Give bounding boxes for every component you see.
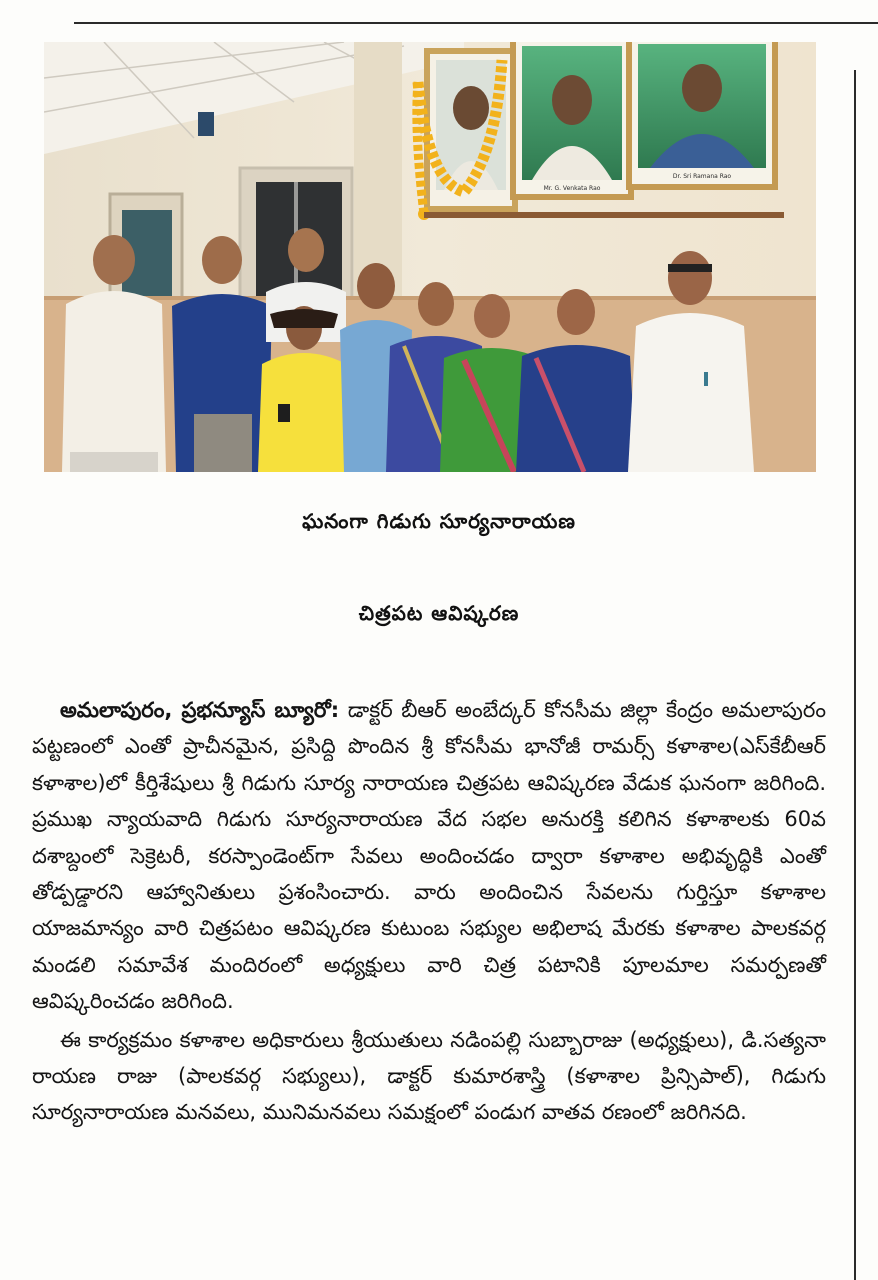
portrait-3 bbox=[626, 42, 778, 190]
article-body bbox=[32, 692, 826, 1131]
article-paragraph-2: ఈ కార్యక్రమం కళాశాల అధికారులు శ్రీయుతులు నడింపల్లి సుబ్బారాజు (అధ్యక్షులు), డి.సత్యనా రాయణ రాజు (పాలకవర్గ సభ్యులు), డాక్టర్ కుమారశాస్త్రి (కళాశాల ప్రిన్సిపాల్), గిడుగు సూర్యనారాయణ మనవలు, మునిమనవలు సమక్షంలో పండుగ వాతవ రణంలో జరిగినది. bbox=[32, 1027, 826, 1125]
paragraph-1-text: డాక్టర్ బీఆర్ అంబేద్కర్ కోనసీమ జిల్లా కేంద్రం అమలాపురం పట్టణంలో ఎంతో ప్రాచీనమైన, ప్రసిద్ది పొందిన శ్రీ కోనసీమ భానోజీ రామర్స్ కళాశాల(ఎస్‌కేబీఆర్ కళాశాల)లో కీర్తిశేషులు శ్రీ గిడుగు సూర్య నారాయణ చిత్రపట ఆవిష్కరణ వేడుక ఘనంగా జరిగింది. ప్రముఖ న్యాయవాది గిడుగు సూర్యనారాయణ వేద సభల అనురక్తి కలిగిన కళాశాలకు 60వ దశాబ్దంలో సెక్రెటరీ, కరస్పాండెంట్‌గా సేవలు అందించడం ద్వారా కళాశాల అభివృద్ధికి ఎంతో తోడ్పడ్డారని ఆహ్వానితులు ప్రశంసించారు. వారు అందించిన సేవలను గుర్తిస్తూ కళాశాల యాజమాన్యం వారి చిత్రపటం ఆవిష్కరణ కుటుంబ సభ్యుల అభిలాష మేరకు కళాశాల పాలకవర్గ మండలి సమావేశ మందిరంలో అధ్యక్షులు వారి చిత్ర పటానికి పూలమాల సమర్పణతో ఆవిష్కరించడం జరిగింది. bbox=[32, 698, 826, 1014]
dateline: అమలాపురం, ప్రభన్యూస్ బ్యూరో: bbox=[60, 698, 340, 722]
portrait-2 bbox=[510, 42, 634, 200]
headline-line-2: చిత్రపట ఆవిష్కరణ bbox=[358, 601, 520, 625]
column-rule bbox=[854, 70, 856, 1280]
news-photo bbox=[44, 42, 816, 472]
portrait-3-caption: Dr. Sri Ramana Rao bbox=[672, 173, 732, 180]
article-paragraph-1 bbox=[32, 692, 826, 1020]
top-rule bbox=[74, 22, 878, 24]
portrait-2-caption: Mr. G. Venkata Rao bbox=[543, 185, 601, 192]
headline-line-1: ఘనంగా గిడుగు సూర్యనారాయణ bbox=[302, 509, 576, 533]
